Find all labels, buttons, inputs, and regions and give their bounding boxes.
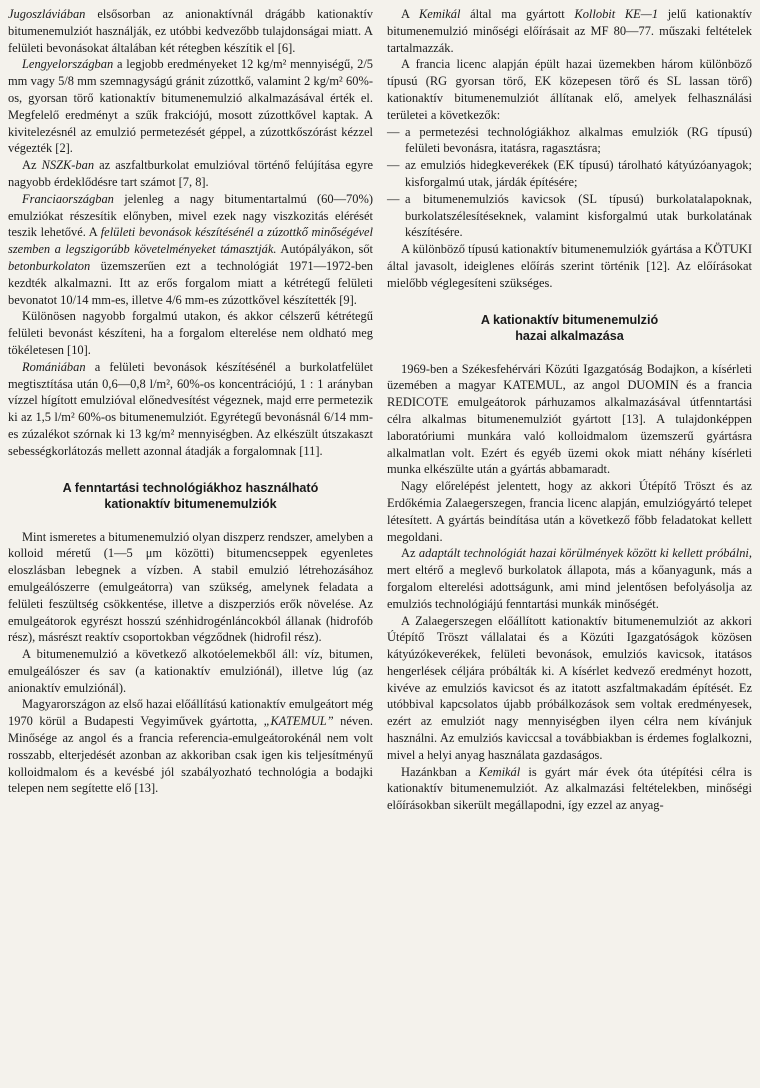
paragraph-zalaegerszeg: A Zalaegerszegen előállított kationaktív bitumenemulziót az akkori Útépítő Tröszt vállalatai és a Közúti Igazgatóságok közösen kátyúzókeverékek, felületi bevonások, emulziós kavicsok, itatásos hengerlések céljára próbálták ki. A kísérlet kedvező eredményt hozott, kivéve az emulziós kavicsot és az itatott aszfaltmakadám építését. Ez utóbbival kapcsolatos újabb próbálkozások sem voltak eredményesek, ezért az emulziót nagy mennyiségben ilyen célra nem kívánjuk használni. Az emulziós kaviccsal a továbbiakban is érdemes foglalkozni, mivel a helyi anyag használata gazdaságos. bbox=[387, 613, 752, 762]
paragraph-kemikal-production: Hazánkban a Kemikál is gyárt már évek óta útépítési célra is kationaktív bitumenemulziót. Az alkalmazási feltételekben, minőségi előírásokban sikerült megállapodni, így ezzel az anyag- bbox=[387, 764, 752, 813]
paragraph-traffic: Különösen nagyobb forgalmú utakon, és akkor célszerű kétrétegű felületi bevonást készíteni, ha a forgalom elterelése nem oldható meg tökéletesen [10]. bbox=[8, 309, 373, 357]
paragraph-kotuki: A különböző típusú kationaktív bitumenemulziók gyártása a KÖTUKI által javasolt, ideiglenes előírás szerint történik [12]. Az előírásokat mielőbb véglegesíteni szükséges. bbox=[387, 242, 752, 290]
paragraph-kemikal-kollobit: A Kemikál által ma gyártott Kollobit KE—1 jelű kationaktív bitumenemulzió minőségi előírásait az MF 80—77. műszaki feltételek tartalmazzák. bbox=[387, 7, 753, 55]
paragraph-yugoslavia: Jugoszláviában elsősorban az anionaktívnál drágább kationaktív bitumenemulziót használják, ez utóbbi kedvezőbb tulajdonságai miatt. A felületi bevonásokat általában két rétegben készítik el [6]. bbox=[8, 7, 373, 55]
paragraph-components: A bitumenemulzió a következő alkotóelemekből áll: víz, bitumen, emulgeálószer és sav (a kationaktív emulziónál), illetve lúg (az anionaktív emulziónál). bbox=[8, 647, 373, 695]
paragraph-hungary-katemul: Magyarországon az első hazai előállítású kationaktív emulgeátort még 1970 körül a Budapesti Vegyiművek gyártotta, „KATEMUL” néven. Minősége az angol és a francia referencia-emulgeátorokénál nem volt rosszabb, elterjedését azonban az akkoriban csak igen kis teljesítményű kolloidmalom és a kevésbé jól szabályozható technológia a bodajki telepen nem segítette elő [13]. bbox=[8, 697, 373, 796]
usage-list bbox=[387, 124, 752, 242]
list-item: — az emulziós hidegkeverékek (EK típusú) tárolható kátyúzóanyagok; kisforgalmú utak, járdák építésére; bbox=[387, 158, 752, 189]
section-heading-emulsions: A fenntartási technológiákhoz használható kationaktív bitumenemulziók bbox=[62, 480, 319, 512]
paragraph-romania: Romániában a felületi bevonások készítésénél a burkolatfelület megtisztítása után 0,6—0,8 l/m², 60%-os koncentrációjú, 1 : 1 arányban vízzel hígított emulzióval előnedvesítést végeznek, majd erre permetezik ki az 1,5 l/m² 60%-os bitumenemulziót. Egyrétegű bevonásnál 6/14 mm-es zúzalékot szórnak ki 13 kg/m² mennyiségben. Az elkészült útszakaszt sebességkorlátozás mellett azonnal átadják a forgalomnak [11]. bbox=[8, 359, 373, 458]
right-column bbox=[387, 6, 752, 1088]
paragraph-poland: Lengyelországban a legjobb eredményeket 12 kg/m² mennyiségű, 2/5 mm vagy 5/8 mm szemnagyságú gránit zúzottkő, valamint 2 kg/m² 60%-os, gyorsan törő kationaktív bitumenemulzió alkalmazásával érték el. Megfelelő eredményt a szűk frakciójú, mosott zúzottkővel kaptak. A kivitelezésnél az emulzió permetezését géppel, a zúzottkőszórást kézzel végezték [2]. bbox=[8, 57, 373, 156]
paragraph-progress: Nagy előrelépést jelentett, hogy az akkori Útépítő Tröszt és az Erdőkémia Zalaegerszegen, francia licenc alapján, emulziógyártó telepet létesített. A gyártás beindítása után a következő főbb feladatokat kellett megoldani. bbox=[387, 479, 752, 544]
paragraph-frg: Az NSZK-ban az aszfaltburkolat emulzióval történő felújítása egyre nagyobb érdeklődésre tart számot [7, 8]. bbox=[8, 158, 373, 189]
list-item: — a bitumenemulziós kavicsok (SL típusú) burkolatalapoknak, burkolatszélesítéseknek, valamint kisforgalmú utak burkolatának készítésére. bbox=[387, 191, 752, 240]
paragraph-emulsion-definition: Mint ismeretes a bitumenemulzió olyan diszperz rendszer, amelyben a kolloid méretű (1—5 μm közötti) bitumencseppek egyenletes eloszlásban lebegnek a vízben. A stabil emulzió létrehozásához emulgeálószerre (emulgeátorra) van szükség, amelynek feladata a felületi feszültség csökkentése, illetve a diszperziós erők növelése. Az emulgeátorok egyrészt hosszú szénhidrogénláncokból állanak (hidrofób rész), másrészt reaktív csoportokban végződnek (hidrofil rész). bbox=[8, 529, 373, 645]
paragraph-france: Franciaországban jelenleg a nagy bitumentartalmú (60—70%) emulziókat részesítik előnyben, mivel ezek nagy viszkozitás elérését teszik lehetővé. A felületi bevonások készítésénél a zúzottkő minőségével szemben a legszigorúbb követelményeket támasztják. Autópályákon, sőt betonburkolaton üzemszerűen ezt a technológiát 1971—1972-ben kezdték alkalmazni. Itt az erős forgalom miatt a kétrétegű felületi bevonatot 10/14 mm-es, illetve 4/6 mm-es zúzottkővel készítették [9]. bbox=[8, 191, 374, 307]
paragraph-adapted-technology: Az adaptált technológiát hazai körülmények között ki kellett próbálni, mert eltérő a meglevő burkolatok állapota, más a kőanyagunk, más a forgalom elterelési adottságunk, ami mind jelentősen befolyásolja az emulziós technológiájú fenntartási munkák minőségét. bbox=[387, 546, 752, 611]
section-heading-domestic-use: A kationaktív bitumenemulzió hazai alkalmazása bbox=[480, 312, 659, 344]
list-item: — a permetezési technológiákhoz alkalmas emulziók (RG típusú) felületi bevonásra, itatásra, ragasztásra; bbox=[387, 124, 752, 156]
paragraph-french-licence: A francia licenc alapján épült hazai üzemekben három különböző típusú (RG gyorsan törő, EK közepesen törő és SL lassan törő) kationaktív bitumenemulziót állítanak elő, amelyek felhasználási területei a következők: bbox=[387, 57, 752, 122]
paragraph-1969-bodajk: 1969-ben a Székesfehérvári Közúti Igazgatóság Bodajkon, a kísérleti üzemében a magyar KATEMUL, az angol DUOMIN és a francia REDICOTE emulgeátorok párhuzamos alkalmazásával útfenntartási célra alkalmas bitumenemulziót gyártott [13]. A tulajdonképpen laboratóriumi munkára való kolloidmalom üzemszerű gyártásra alkalmatlan volt. Ezért és egyéb üzemi okok miatt néhány kísérleti munka elkészülte után a gyártás abbamaradt. bbox=[387, 361, 752, 477]
left-column bbox=[8, 6, 373, 1088]
